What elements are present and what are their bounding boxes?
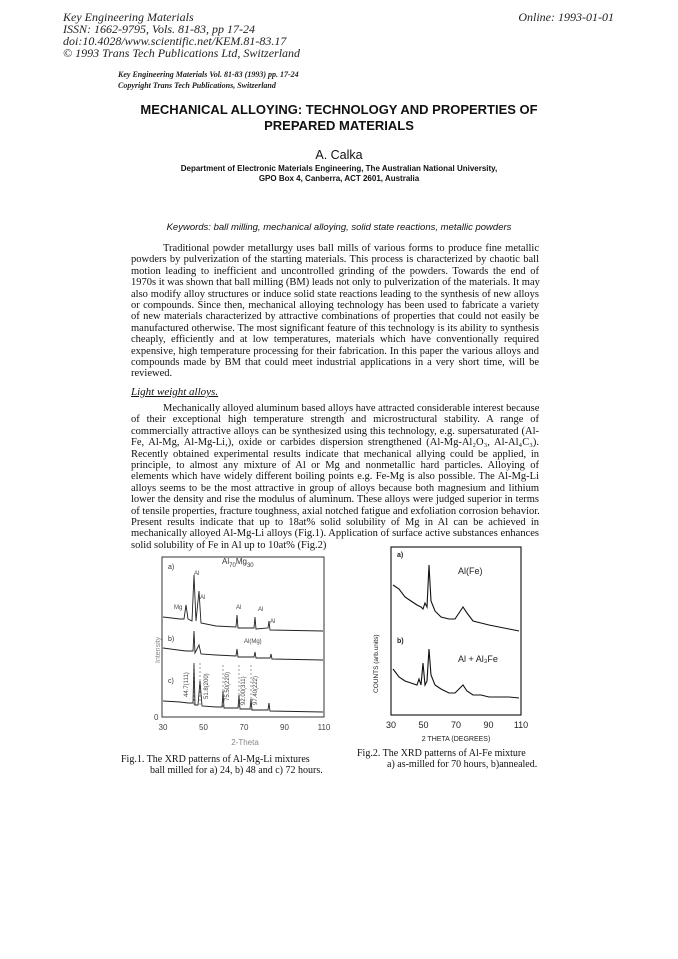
- fig2-xrd-plot: [355, 545, 545, 745]
- body-line: alloys seems to be the most attractive in group of alloys because both magnesium and lithium: [131, 482, 539, 494]
- fig1-peak-label: Al: [270, 619, 276, 625]
- fig2-panel-label-a: a): [397, 552, 404, 559]
- fig1-peak-label: Al(Mg): [244, 639, 262, 645]
- abstract: [131, 243, 539, 380]
- fig2-xtick: 90: [483, 720, 494, 730]
- abstract-line: Traditional powder metallurgy uses ball mills of various forms to produce fine metallic: [163, 243, 539, 254]
- fig2-trace-b: [393, 649, 519, 698]
- body-line: mechanically alloyed Al-Mg-Li alloys (Fig.1). Application of surface active substances enhances: [131, 528, 539, 540]
- author: A. Calka: [315, 148, 363, 162]
- body-line: Fe, Al-Mg, Al-Mg-Li,), oxide or carbides dispersion strengthened (Al-Mg-Al₂O₃, Al-Al₄C₃).: [131, 437, 539, 449]
- title-line-2: PREPARED MATERIALS: [264, 118, 414, 133]
- copyright-block: [118, 69, 299, 91]
- body-line: Recently obtained experimental results indicate that mechanical allying could be applied, in: [131, 448, 539, 460]
- fig2-trace-a: [393, 565, 519, 631]
- fig1-composition: $Al_{70}Mg_{30}$: [222, 557, 254, 569]
- fig2-caption-line-1: Fig.2. The XRD patterns of Al-Fe mixture: [357, 748, 526, 759]
- copyright-line: Copyright Trans Tech Publications, Switzerland: [118, 81, 276, 90]
- fig1-xtick: 90: [280, 723, 289, 732]
- abstract-line: motion leading to inefficient and uncontrolled grinding of the powders. Towards the end of: [131, 265, 539, 277]
- fig1-caption: [121, 754, 323, 776]
- fig2-xtick: 30: [385, 720, 397, 730]
- fig2-series-label-a: Al(Fe): [458, 566, 483, 576]
- abstract-line: compounds made by BM that could meet industrial applications in a very short time, will be: [131, 357, 539, 369]
- fig2-xtick: 70: [450, 720, 462, 730]
- body-line: solid solubility of Fe in Al up to 10at% (Fig.2): [131, 539, 327, 551]
- fig1-xlabel: 2-Theta: [231, 738, 259, 747]
- body-line: Present results indicate that up to 18at% solid solubility of Mg in Al can be achieved in: [131, 517, 539, 529]
- section-heading: Light weight alloys.: [131, 386, 219, 398]
- fig1-trace-a: [163, 575, 323, 631]
- body-line: of their exceptional high temperature strength and microstructural stability. A range of: [131, 414, 539, 426]
- doi-line: doi:10.4028/www.scientific.net/KEM.81-83.17: [63, 34, 287, 48]
- body-line: elements which have widely different boiling points e.g. Fe-Mg is also possible. The Al-Mg-Li: [131, 471, 539, 483]
- fig1-caption-line-2: ball milled for a) 24, b) 48 and c) 72 hours.: [150, 765, 323, 776]
- affiliation-line-2: GPO Box 4, Canberra, ACT 2601, Australia: [258, 174, 420, 183]
- affiliation: [0, 164, 678, 184]
- keywords: Keywords: ball milling, mechanical alloying, solid state reactions, metallic powders: [166, 222, 512, 233]
- abstract-line: 1970s it was shown that ball milling (BM) leads not only to pulverization of the materials. It may: [131, 277, 540, 289]
- fig1-panel-label-a: a): [168, 564, 175, 571]
- online-date: Online: 1993-01-01: [518, 10, 614, 24]
- fig2-xlabel: 2 THETA (DEGREES): [421, 736, 491, 743]
- issn-line: ISSN: 1662-9795, Vols. 81-83, pp 17-24: [63, 22, 255, 36]
- title-line-1: MECHANICAL ALLOYING: TECHNOLOGY AND PROPERTIES OF: [140, 102, 538, 117]
- abstract-line: of new materials characterized by attractive combinations of properties that could not easily be: [131, 311, 539, 323]
- fig1-trace-b: [163, 631, 323, 660]
- fig1-peak-label: Al: [194, 571, 200, 577]
- body-line: of tensile properties, fracture toughness, axial notched fatigue and exfoliation corrosion behavior.: [131, 505, 540, 517]
- fig1-peak-label: Al: [236, 605, 242, 611]
- abstract-line: reviewed.: [131, 368, 173, 380]
- fig2-series-label-b: Al + Al₃Fe: [458, 654, 498, 664]
- fig1-xtick: 50: [199, 723, 208, 732]
- fig2-frame: [391, 547, 521, 715]
- fig1-xtick: 30: [158, 723, 168, 732]
- abstract-line: or compounds. Since then, mechanical alloying technology has been used to fabricate a variety: [131, 300, 539, 312]
- fig1-ytick-zero: 0: [154, 713, 159, 722]
- abstract-line: also modify alloy structures or induce solid state reactions leading to the synthesis of new alloys: [131, 288, 539, 300]
- body-line: principle, to almost any mixture of Al or Mg and nonmetallic hard particles. Alloying of: [131, 460, 539, 472]
- abstract-line: powders by pulverization of the starting materials. This process is characterized by chaotic ball: [131, 254, 539, 266]
- fig2-xtick: 50: [418, 720, 429, 730]
- affiliation-line-1: Department of Electronic Materials Engineering, The Australian National University,: [180, 164, 498, 173]
- fig1-peak-label: Al: [200, 595, 206, 601]
- paper-title: [0, 102, 678, 134]
- body-line: commercially attractive alloys can be synthesized using this technology, e.g. supersaturated (Al-: [131, 425, 539, 437]
- volume-line: Key Engineering Materials Vol. 81-83 (1993) pp. 17-24: [118, 70, 299, 79]
- fig2-caption: [357, 748, 537, 770]
- journal-header: [63, 11, 300, 59]
- fig2-xtick: 110: [513, 720, 529, 730]
- fig1-hkl-label: 51.8(200): [204, 673, 210, 699]
- fig1-hkl-label: 75.50(220): [225, 671, 231, 701]
- fig1-hkl-label: 44.7(111): [184, 672, 190, 697]
- abstract-line: manufactured otherwise. The most significant feature of this technology is its ability to synthesis: [131, 322, 539, 334]
- fig1-xtick: 110: [317, 723, 331, 732]
- publisher-line: © 1993 Trans Tech Publications Ltd, Switzerland: [63, 46, 301, 60]
- fig1-hkl-label: 97.40(222): [253, 675, 259, 705]
- fig1-ylabel: Intensity: [155, 636, 162, 663]
- body-line: Mechanically alloyed aluminum based alloys have attracted considerable interest because: [163, 403, 540, 414]
- body-paragraph: [131, 403, 539, 551]
- abstract-line: expensive, high temperature processing for their fabrication. In this paper the various alloys and: [131, 345, 539, 357]
- fig1-caption-line-1: Fig.1. The XRD patterns of Al-Mg-Li mixtures: [121, 754, 310, 765]
- fig1-panel-label-b: b): [168, 636, 175, 643]
- abstract-line: cheaply, efficiently and at low temperatures, materials which have conventionally required: [131, 334, 539, 346]
- body-line: lower the density and rise the modulus of aluminum. These alloys were judged superior in terms: [131, 494, 539, 506]
- fig2-panel-label-b: b): [397, 638, 404, 645]
- fig1-peak-label: Mg: [174, 605, 183, 611]
- fig1-xrd-plot: [150, 555, 340, 753]
- fig1-xtick: 70: [239, 723, 249, 732]
- fig1-peak-label: Al: [258, 607, 264, 613]
- fig1-panel-label-c: c): [168, 678, 174, 685]
- fig2-ylabel: COUNTS (arb.units): [373, 634, 380, 693]
- fig1-hkl-label: 92.00(311): [241, 676, 247, 705]
- journal-name: Key Engineering Materials: [63, 10, 194, 24]
- fig2-caption-line-2: a) as-milled for 70 hours, b)annealed.: [387, 759, 538, 770]
